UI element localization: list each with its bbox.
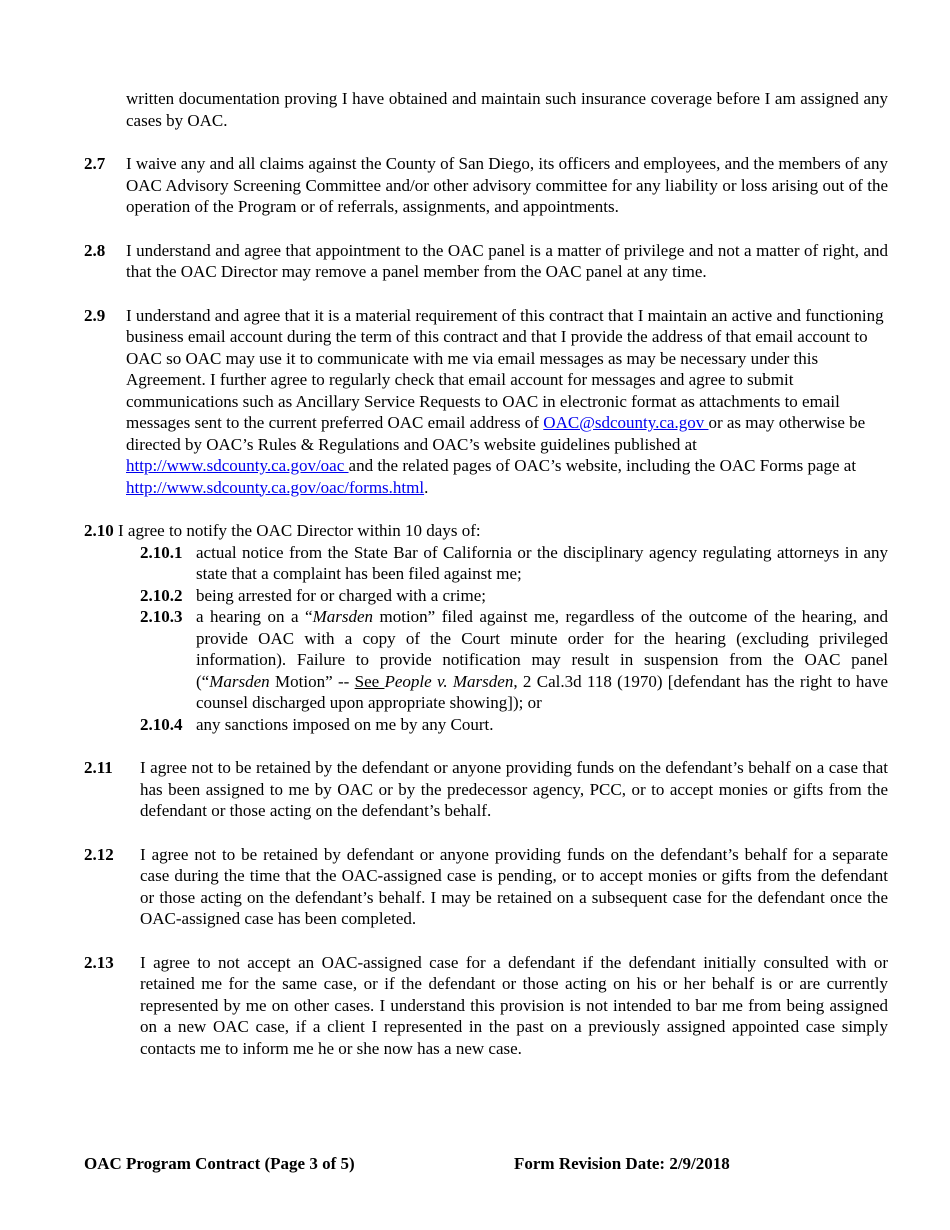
contract-page: [84, 88, 888, 1059]
section-number: 2.8: [84, 240, 106, 260]
section-2-10: [84, 520, 888, 735]
section-number: 2.13: [84, 952, 114, 972]
subsection-number: 2.10.4: [140, 714, 183, 734]
intro-paragraph: [84, 88, 888, 131]
section-text: I agree to notify the OAC Director within 10 days of:: [118, 521, 481, 540]
section-number: 2.11: [84, 758, 113, 777]
page-footer: [84, 1153, 888, 1175]
section-text-1: I understand and agree that it is a material requirement of this contract that I maintain an active and functioning business email account during the term of this contract and that I provide the address of that email account to OAC so OAC may use it to communicate with me via email messages as may be necessary under this Agreement. I further agree to regularly check that email account for messages and agree to submit communications such as Ancillary Service Requests to OAC in electronic format as attachments to email messages sent to the current preferred OAC email address of: [126, 305, 884, 432]
section-text: I agree not to be retained by defendant or anyone providing funds on the defendant’s behalf for a separate case during the time that the OAC-assigned case is pending, or to accept monies or gifts from the defendant or those acting on the defendant’s behalf. I may be retained on a subsequent case for the defendant once the OAC-assigned case has been completed.: [140, 844, 888, 928]
intro-text: written documentation proving I have obtained and maintain such insurance coverage before I am assigned any cases by OAC.: [126, 89, 888, 130]
oac-website-link[interactable]: http://www.sdcounty.ca.gov/oac: [126, 456, 349, 475]
case-name-italic: Marsden: [209, 671, 270, 691]
section-2-9: [84, 305, 888, 499]
section-text-4: .: [424, 477, 429, 497]
subsection-number: 2.10.1: [140, 542, 183, 562]
section-text-3: and the related pages of OAC’s website, including the OAC Forms page at: [348, 456, 857, 475]
section-text-2: or as may otherwise be directed by OAC’s Rules & Regulations and OAC’s website guidelines published at: [126, 413, 866, 454]
section-2-13: [84, 952, 888, 1060]
section-number: 2.9: [84, 305, 106, 325]
section-number: 2.12: [84, 844, 114, 864]
subsection-2-10-3: [84, 606, 888, 714]
subsection-text-3: Motion” --: [269, 671, 355, 691]
subsection-number: 2.10.2: [140, 585, 183, 605]
section-2-8: [84, 240, 888, 283]
subsection-2-10-2: [84, 585, 888, 607]
oac-forms-link[interactable]: http://www.sdcounty.ca.gov/oac/forms.html: [126, 477, 425, 497]
section-number: 2.7: [84, 154, 106, 173]
footer-page-label: OAC Program Contract (Page 3 of 5): [84, 1154, 355, 1173]
see-signal: See: [354, 671, 385, 691]
section-2-11: [84, 757, 888, 822]
subsection-text: actual notice from the State Bar of California or the disciplinary agency regulating attorneys in any state that a complaint has been filed against me;: [196, 542, 888, 583]
section-text: I understand and agree that appointment to the OAC panel is a matter of privilege and not a matter of right, and that the OAC Director may remove a panel member from the OAC panel at any time.: [126, 240, 888, 281]
subsection-2-10-4: [84, 714, 888, 736]
section-text: I waive any and all claims against the County of San Diego, its officers and employees, and the members of any OAC Advisory Screening Committee and/or other advisory committee for any liability or loss arising out of the operation of the Program or of referrals, assignments, and appointments.: [126, 154, 888, 216]
subsection-text-1: a hearing on a “: [196, 607, 313, 626]
subsection-number: 2.10.3: [140, 607, 183, 626]
email-link[interactable]: OAC@sdcounty.ca.gov: [543, 413, 709, 432]
section-text: I agree not to be retained by the defendant or anyone providing funds on the defendant’s behalf on a case that has been assigned to me by OAC or by the predecessor agency, PCC, or to accept monies or gifts from the defendant or those acting on the defendant’s behalf.: [140, 758, 888, 820]
section-2-12: [84, 844, 888, 930]
subsection-text: any sanctions imposed on me by any Court.: [196, 714, 494, 734]
section-2-7: [84, 153, 888, 218]
case-name-italic: Marsden: [312, 607, 374, 626]
section-number: 2.10: [84, 521, 114, 540]
subsection-text: being arrested for or charged with a crime;: [196, 585, 486, 605]
section-2-10-intro: [84, 520, 888, 542]
subsection-text-4: , 2 Cal.3d 118 (1970) [defendant has the right to have counsel discharged upon appropriate showing]); or: [196, 671, 889, 712]
section-text: I agree to not accept an OAC-assigned case for a defendant if the defendant initially consulted with or retained me for the same case, or if the defendant or those acting on his or her behalf is or are currently represented by me on other cases. I understand this provision is not intended to bar me from being assigned on a new OAC case, if a client I represented in the past on a previously assigned appointed case simply contacts me to inform me he or she now has a new case.: [140, 952, 888, 1058]
case-citation-italic: People v. Marsden: [384, 671, 514, 691]
subsection-2-10-1: [84, 542, 888, 585]
subsection-text-2: motion” filed against me, regardless of the outcome of the hearing, and provide OAC with a copy of the Court minute order for the hearing (excluding privileged information). Failure to provide notification may result in suspension from the OAC panel (“: [196, 607, 888, 691]
footer-revision-date: Form Revision Date: 2/9/2018: [514, 1154, 730, 1173]
